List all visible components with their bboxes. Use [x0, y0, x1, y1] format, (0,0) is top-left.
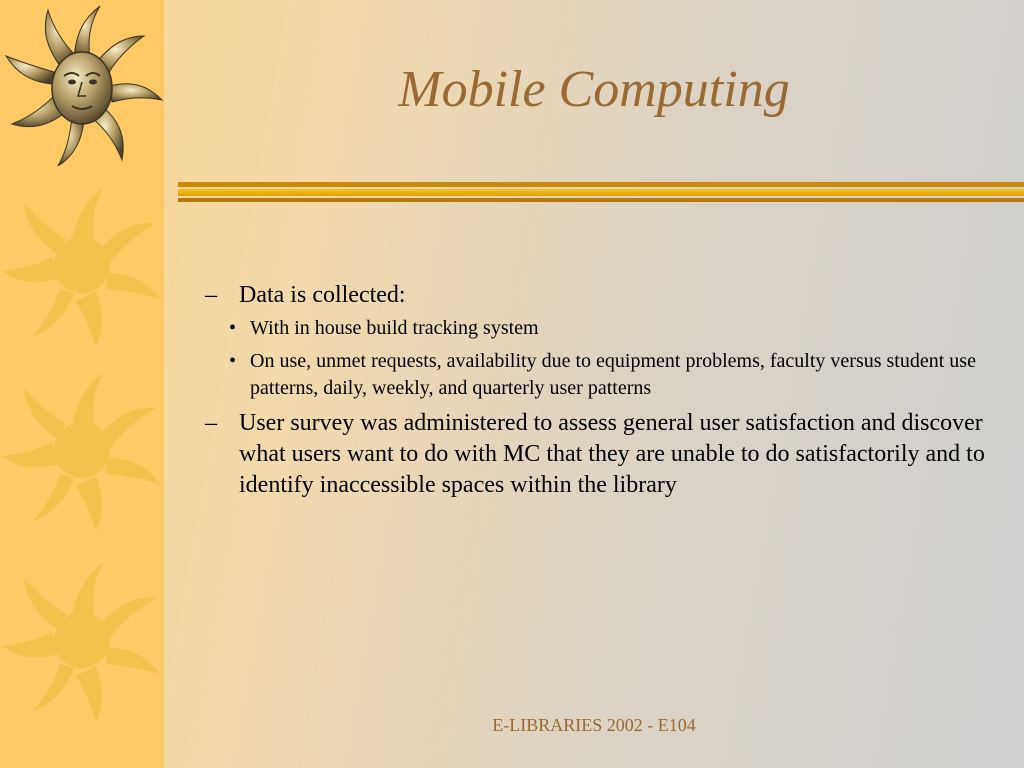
slide-title: Mobile Computing	[398, 61, 790, 118]
bullet-marker: •	[229, 317, 237, 339]
sub-bullet-text: On use, unmet requests, availability due to equipment problems, faculty versus student use patterns, daily, weekly, and quarterly user patterns	[250, 350, 976, 399]
sidebar-decor	[0, 0, 164, 768]
sidebar	[0, 0, 164, 768]
sub-bullet-list	[205, 315, 1005, 402]
sun-face-icon	[6, 6, 162, 166]
sun-icon	[2, 187, 160, 347]
dash-marker: –	[205, 282, 217, 308]
slide-body	[205, 280, 1005, 501]
sub-bullet-text: With in house build tracking system	[250, 317, 539, 339]
sun-icon	[2, 372, 160, 532]
title-divider	[178, 182, 1024, 204]
slide-footer: E-LIBRARIES 2002 - E104	[492, 715, 696, 735]
sub-bullet-item	[205, 315, 1005, 342]
bullet-item	[205, 408, 1005, 501]
bullet-text: Data is collected:	[239, 282, 406, 308]
bullet-marker: •	[229, 350, 237, 372]
dash-marker: –	[205, 410, 217, 436]
bullet-item	[205, 280, 1005, 311]
bullet-text: User survey was administered to assess general user satisfaction and discover what users want to do with MC that they are unable to do satisfactorily and to identify inaccessible spaces within the library	[239, 410, 985, 498]
sun-icon	[2, 562, 160, 722]
sub-bullet-item	[205, 348, 1005, 402]
